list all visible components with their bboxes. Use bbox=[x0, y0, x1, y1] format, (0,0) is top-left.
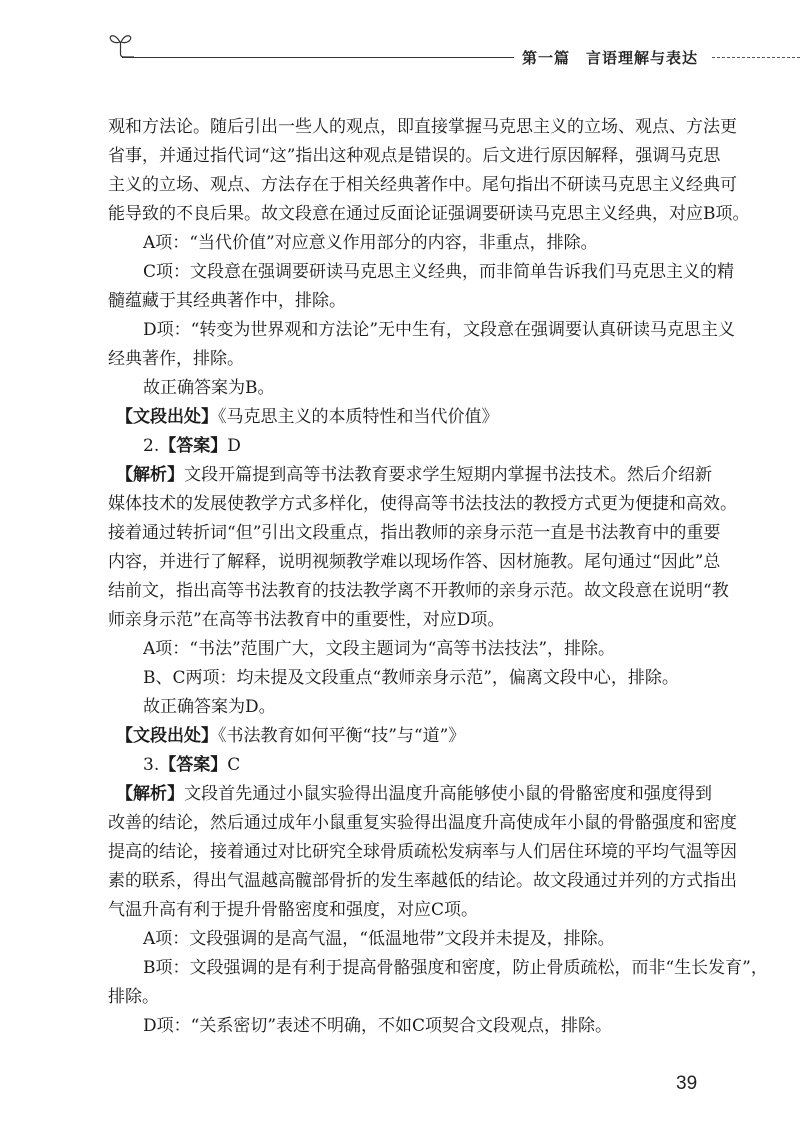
page-body bbox=[108, 113, 768, 1041]
line-text: 师亲身示范”在高等书法教育中的重要性，对应D项。 bbox=[108, 610, 505, 630]
text-line bbox=[108, 258, 735, 287]
text-line bbox=[108, 809, 737, 838]
text-line bbox=[108, 229, 712, 258]
text-line bbox=[108, 896, 712, 925]
text-line bbox=[108, 606, 712, 635]
text-line bbox=[108, 722, 712, 751]
page-header bbox=[0, 0, 800, 80]
paragraph bbox=[108, 664, 712, 693]
text-line bbox=[108, 403, 712, 432]
line-text: 改善的结论，然后通过成年小鼠重复实验得出温度升高使成年小鼠的骨骼强度和密度 bbox=[108, 813, 737, 833]
section-label: 【解析】 bbox=[116, 465, 185, 485]
line-text: D项：“关系密切”表述不明确，不如C项契合文段观点，排除。 bbox=[143, 1016, 613, 1036]
line-text: 经典著作，排除。 bbox=[108, 349, 244, 369]
line-text: B项：文段强调的是有利于提高骨骼强度和密度，防止骨质疏松，而非“生长发育”， bbox=[143, 958, 768, 978]
line-text: B、C两项：均未提及文段重点“教师亲身示范”，偏离文段中心，排除。 bbox=[143, 668, 679, 688]
text-line bbox=[108, 316, 736, 345]
text-line bbox=[108, 113, 737, 142]
text-line bbox=[108, 171, 737, 200]
paragraph bbox=[108, 229, 712, 258]
line-text: 接着通过转折词“但”引出文段重点，指出教师的亲身示范一直是书法教育中的重要 bbox=[108, 523, 721, 543]
section-title: 第一篇 言语理解与表达 bbox=[522, 49, 699, 67]
text-line bbox=[108, 577, 729, 606]
text-line bbox=[108, 635, 712, 664]
line-text: 《书法教育如何平衡“技”与“道”》 bbox=[218, 726, 466, 746]
paragraph bbox=[108, 925, 712, 954]
line-text: 主义的立场、观点、方法存在于相关经典著作中。尾句指出不研读马克思主义经典可 bbox=[108, 175, 737, 195]
labeled-paragraph bbox=[108, 751, 712, 780]
paragraph bbox=[108, 635, 712, 664]
section-label: 【文段出处】 bbox=[116, 407, 218, 427]
paragraph bbox=[108, 954, 768, 1012]
line-text: A项：文段强调的是高气温，“低温地带”文段并未提及，排除。 bbox=[143, 929, 615, 949]
text-line bbox=[108, 287, 712, 316]
paragraph bbox=[108, 113, 750, 229]
labeled-paragraph bbox=[108, 780, 737, 925]
text-line bbox=[108, 693, 712, 722]
line-text: 媒体技术的发展使教学方式多样化，使得高等书法技法的教授方式更为便捷和高效。 bbox=[108, 494, 737, 514]
text-line bbox=[108, 925, 712, 954]
labeled-paragraph bbox=[108, 432, 712, 461]
labeled-paragraph bbox=[108, 403, 712, 432]
text-line bbox=[108, 664, 712, 693]
text-line bbox=[108, 983, 712, 1012]
line-text: 文段首先通过小鼠实验得出温度升高能够使小鼠的骨骼密度和强度得到 bbox=[184, 784, 713, 804]
line-text: A项：“书法”范围广大，文段主题词为“高等书法技法”，排除。 bbox=[143, 639, 616, 659]
text-line bbox=[108, 345, 712, 374]
line-text: A项：“当代价值”对应意义作用部分的内容，非重点，排除。 bbox=[143, 233, 598, 253]
labeled-paragraph bbox=[108, 461, 737, 635]
line-text: C项：文段意在强调要研读马克思主义经典，而非简单告诉我们马克思主义的精 bbox=[143, 262, 735, 282]
line-text: 髓蕴藏于其经典著作中，排除。 bbox=[108, 291, 346, 311]
line-text: 结前文，指出高等书法教育的技法教学离不开教师的亲身示范。故文段意在说明“教 bbox=[108, 581, 729, 601]
text-line bbox=[108, 548, 721, 577]
line-text: 故正确答案为D。 bbox=[143, 697, 276, 717]
text-line bbox=[108, 200, 750, 229]
text-line bbox=[108, 374, 712, 403]
paragraph bbox=[108, 258, 735, 316]
line-text: 素的联系，得出气温越高髋部骨折的发生率越低的结论。故文段通过并列的方式指出 bbox=[108, 871, 737, 891]
section-label: 【答案】 bbox=[159, 436, 228, 456]
text-line bbox=[108, 867, 737, 896]
question-number: 3. bbox=[143, 755, 160, 775]
line-text: D项：“转变为世界观和方法论”无中生有，文段意在强调要认真研读马克思主义 bbox=[143, 320, 736, 340]
text-line bbox=[108, 751, 712, 780]
sprout-icon bbox=[108, 30, 134, 60]
page-number: 39 bbox=[676, 1073, 698, 1094]
line-text: 省事，并通过指代词“这”指出这种观点是错误的。后文进行原因解释，强调马克思 bbox=[108, 146, 721, 166]
paragraph bbox=[108, 693, 712, 722]
header-dashed-rule bbox=[712, 57, 800, 58]
text-line bbox=[108, 142, 721, 171]
question-number: 2. bbox=[143, 436, 160, 456]
text-line bbox=[108, 838, 737, 867]
line-text: 内容，并进行了解释，说明视频教学难以现场作答、因材施教。尾句通过“因此”总 bbox=[108, 552, 721, 572]
line-text: 排除。 bbox=[108, 987, 159, 1007]
paragraph bbox=[108, 374, 712, 403]
text-line bbox=[108, 432, 712, 461]
line-text: D bbox=[227, 436, 241, 456]
paragraph bbox=[108, 316, 736, 374]
section-label: 【文段出处】 bbox=[116, 726, 218, 746]
line-text: 提高的结论，接着通过对比研究全球骨质疏松发病率与人们居住环境的平均气温等因 bbox=[108, 842, 737, 862]
labeled-paragraph bbox=[108, 722, 712, 751]
text-line bbox=[108, 519, 721, 548]
text-line bbox=[108, 780, 712, 809]
section-label: 【答案】 bbox=[159, 755, 228, 775]
text-line bbox=[108, 954, 768, 983]
text-line bbox=[108, 1012, 712, 1041]
line-text: C bbox=[227, 755, 241, 775]
line-text: 气温升高有利于提升骨骼密度和强度，对应C项。 bbox=[108, 900, 479, 920]
paragraph bbox=[108, 1012, 712, 1041]
section-label: 【解析】 bbox=[116, 784, 185, 804]
line-text: 《马克思主义的本质特性和当代价值》 bbox=[218, 407, 499, 427]
line-text: 文段开篇提到高等书法教育要求学生短期内掌握书法技术。然后介绍新 bbox=[184, 465, 713, 485]
text-line bbox=[108, 490, 737, 519]
line-text: 故正确答案为B。 bbox=[143, 378, 275, 398]
text-line bbox=[108, 461, 712, 490]
line-text: 能导致的不良后果。故文段意在通过反面论证强调要研读马克思主义经典，对应B项。 bbox=[108, 204, 750, 224]
line-text: 观和方法论。随后引出一些人的观点，即直接掌握马克思主义的立场、观点、方法更 bbox=[108, 117, 737, 137]
header-rule bbox=[122, 57, 514, 58]
